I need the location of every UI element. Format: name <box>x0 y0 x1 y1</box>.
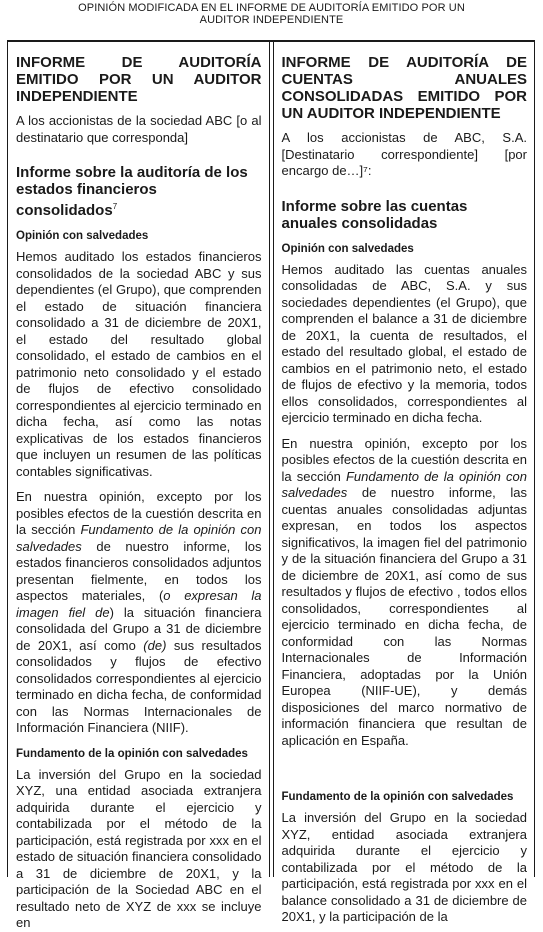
right-opinion-heading: Opinión con salvedades <box>281 242 414 255</box>
header-line-2: AUDITOR INDEPENDIENTE <box>199 14 344 26</box>
right-p2-text-a: En nuestra opinión, excepto por los posibles efectos de la cuestión descrita en la sección <box>281 435 527 484</box>
left-p2-italic-alt: o expresan la imagen fiel de <box>16 588 262 620</box>
page-header <box>0 2 543 26</box>
left-opinion-heading: Opinión con salvedades <box>16 230 149 242</box>
right-spacer <box>282 758 528 780</box>
right-paragraph-3: La inversión del Grupo en la sociedad XYZ, entidad asociada extranjera adquirida durante el ejercicio y contabilizada por el método de la participación, está registrada por xxx en el balance consolidado a 31 de diciembre de 20X1, y la participación de la <box>281 810 527 924</box>
left-p2-text-e: ) la situación financiera consolidada del Grupo a 31 de diciembre de 20X1, así como <box>16 604 262 653</box>
left-basis-heading: Fundamento de la opinión con salvedades <box>16 747 248 760</box>
left-p2-italic-section: Fundamento de la opinión con salvedades <box>16 522 262 554</box>
left-paragraph-2 <box>16 489 262 737</box>
left-report-title: INFORME DE AUDITORÍA EMITIDO POR UN AUDITOR INDEPENDIENTE <box>16 54 262 105</box>
right-column <box>273 42 535 924</box>
left-addressee: A los accionistas de la sociedad ABC [o al destinatario que corresponda] <box>16 113 262 145</box>
left-p2-italic-de: (de) <box>143 637 167 653</box>
header-line-1: OPINIÓN MODIFICADA EN EL INFORME DE AUDITORÍA EMITIDO POR UN <box>78 2 465 14</box>
right-addressee: A los accionistas de ABC, S.A. [Destinatario correspondiente] [por encargo de…]⁷: <box>281 130 527 178</box>
left-paragraph-3: La inversión del Grupo en la sociedad XYZ, una entidad asociada extranjera adquirida durante el ejercicio y contabilizada por el método de la participación, está registrada por xxx en el estado de situación financiera consolidado a 31 de diciembre de 20X1, y la participación de la Sociedad ABC en el resultado neto de XYZ de xxx se incluye en <box>16 766 262 930</box>
right-paragraph-1: Hemos auditado las cuentas anuales consolidadas de ABC, S.A. y sus sociedades dependientes (el Grupo), que comprenden el balance a 31 de diciembre de 20X1, la cuenta de resultados, el estado del resultado global, el estado de cambios en el patrimonio neto, el estado de flujos de efectivo y la memoria, todos ellos consolidados, correspondientes al ejercicio terminado en dicha fecha. <box>281 261 527 425</box>
left-column <box>8 42 270 930</box>
left-p2-text-c: de nuestro informe, los estados financieros consolidados adjuntos presentan fielmente, en todos los aspectos materiales, ( <box>16 538 262 603</box>
left-section-title <box>16 164 262 219</box>
right-basis-heading: Fundamento de la opinión con salvedades <box>281 791 514 803</box>
left-section-title-text: Informe sobre la auditoría de los estados financieros consolidados <box>16 164 248 219</box>
comparison-table <box>7 40 535 930</box>
right-p2-text-c: de nuestro informe, las cuentas anuales consolidadas adjuntas expresan, en todos los aspectos significativos, la imagen fiel del patrimonio y de la situación financiera del Grupo a 31 de diciembre de 20X1, así como de sus resultados y flujos de efectivo , todos ellos consolidados, correspondientes al ejercicio terminado en dicha fecha, de conformidad con las Normas Internacionales de Información Financiera, adoptadas por la Unión Europea (NIIF-UE), y demás disposiciones del marco normativo de información financiera que resultan de aplicación en España. <box>281 485 527 748</box>
right-report-title: INFORME DE AUDITORÍA DE CUENTAS ANUALES CONSOLIDADAS EMITIDO POR UN AUDITOR INDEPENDIENTE <box>281 54 527 122</box>
left-p2-text-a: En nuestra opinión, excepto por los posibles efectos de la cuestión descrita en la sección <box>16 489 262 537</box>
left-paragraph-1: Hemos auditado los estados financieros consolidados de la sociedad ABC y sus dependientes (el Grupo), que comprenden el estado de situación financiera consolidado a 31 de diciembre de 20X1, el estado del resultado global consolidado, el estado de cambios en el patrimonio neto consolidado y el estado de flujos de efectivo consolidado correspondientes al ejercicio terminado en dicha fecha, así como las notas explicativas de los estados financieros que incluyen un resumen de las políticas contables significativas. <box>16 249 262 479</box>
right-paragraph-2 <box>282 436 528 750</box>
left-section-footnote: 7 <box>112 202 118 211</box>
right-p2-italic-section: Fundamento de la opinión con salvedades <box>281 468 528 500</box>
right-section-title: Informe sobre las cuentas anuales consolidadas <box>281 197 468 232</box>
left-p2-text-g: sus resultados consolidados y flujos de efectivo consolidados correspondientes al ejercicio terminado en dicha fecha, de conformidad con las Normas Internacionales de Información Financiera (NIIF). <box>16 637 262 735</box>
